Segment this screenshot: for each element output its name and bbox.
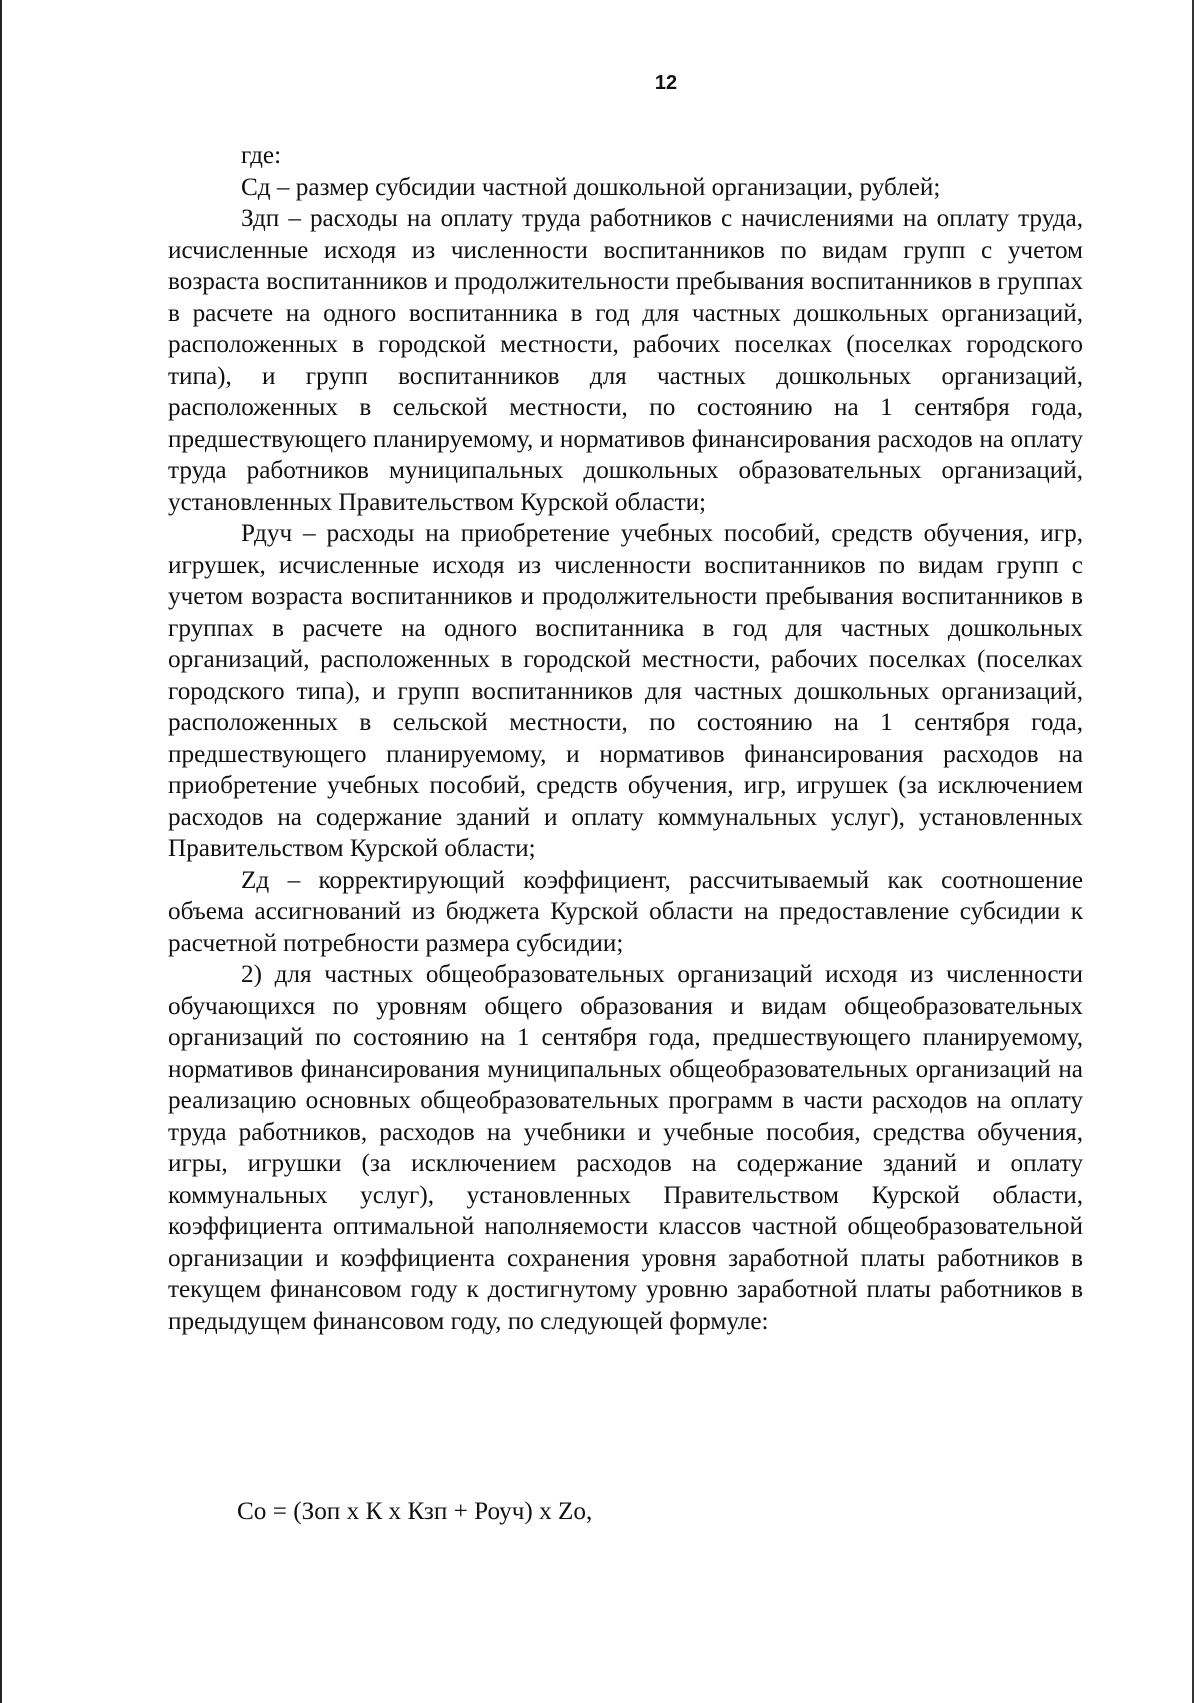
document-body — [168, 140, 1083, 1337]
scan-edge-right — [1192, 0, 1194, 1703]
paragraph-rduch-definition: Рдуч – расходы на приобретение учебных пособий, средств обучения, игр, игрушек, исчисленные исходя из численности воспитанников по видам групп с учетом возраста воспитанников и продолжительности пребывания воспитанников в группах в расчете на одного воспитанника в год для частных дошкольных организаций, расположенных в городской местности, рабочих поселках (поселках городского типа), и групп воспитанников для частных дошкольных организаций, расположенных в сельской местности, по состоянию на 1 сентября года, предшествующего планируемому, и нормативов финансирования расходов на приобретение учебных пособий, средств обучения, игр, игрушек (за исключением расходов на содержание зданий и оплату коммунальных услуг), установленных Правительством Курской области; — [168, 520, 1083, 862]
paragraph-sd-definition: Сд – размер субсидии частной дошкольной организации, рублей; — [241, 173, 941, 201]
paragraph-zd-definition: Zд – корректирующий коэффициент, рассчитываемый как соотношение объема ассигнований из бюджета Курской области на предоставление субсидии к расчетной потребности размера субсидии; — [168, 866, 1083, 957]
page-number: 12 — [654, 72, 678, 94]
paragraph-item-2: 2) для частных общеобразовательных организаций исходя из численности обучающихся по уровням общего образования и видам общеобразовательных организаций по состоянию на 1 сентября года, предшествующего планируемому, нормативов финансирования муниципальных общеобразовательных организаций на реализацию основных общеобразовательных программ в части расходов на оплату труда работников, расходов на учебники и учебные пособия, средства обучения, игры, игрушки (за исключением расходов на содержание зданий и оплату коммунальных услуг), установленных Правительством Курской области, коэффициента оптимальной наполняемости классов частной общеобразовательной организации и коэффициента сохранения уровня заработной платы работников в текущем финансовом году к достигнутому уровню заработной платы работников в предыдущем финансовом году, по следующей формуле: — [168, 961, 1083, 1335]
paragraph-where: где: — [241, 142, 282, 169]
formula-co: Со = (Зоп х К х Кзп + Роуч) х Zо, — [237, 1498, 593, 1525]
scan-edge-left — [0, 0, 2, 1703]
paragraph-zdp-definition: Здп – расходы на оплату труда работников с начислениями на оплату труда, исчисленные исходя из численности воспитанников по видам групп с учетом возраста воспитанников и продолжительности пребывания воспитанников в группах в расчете на одного воспитанника в год для частных дошкольных организаций, расположенных в городской местности, рабочих поселках (поселках городского типа), и групп воспитанников для частных дошкольных организаций, расположенных в сельской местности, по состоянию на 1 сентября года, предшествующего планируемому, и нормативов финансирования расходов на оплату труда работников муниципальных дошкольных образовательных организаций, установленных Правительством Курской области; — [168, 205, 1083, 516]
